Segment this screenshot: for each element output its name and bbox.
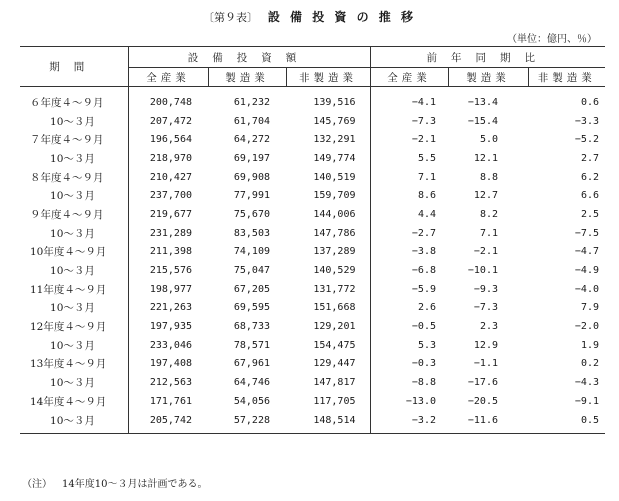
value-cell: 221,263 [149,302,192,314]
value-cell: 159,709 [286,186,370,205]
value-cell: 149,774 [286,149,370,168]
value-cell: −13.4 [467,96,498,108]
value-cell: −15.4 [467,115,498,127]
header-non-manufacturing: 非製造業 [286,68,370,87]
value-cell: −13.0 [405,395,436,407]
value-cell: 61,704 [233,115,270,127]
value-cell: 2.7 [580,152,599,164]
value-cell: −4.9 [574,265,599,277]
value-cell: 132,291 [286,130,370,149]
value-cell: −9.1 [574,395,599,407]
value-cell: 77,991 [233,190,270,202]
header-manufacturing: 製造業 [208,68,286,87]
table-row [20,336,605,355]
value-cell: 154,475 [286,336,370,355]
value-cell: −2.1 [411,134,436,146]
table-row [20,299,605,318]
table-row [20,186,605,205]
value-cell: 69,595 [233,302,270,314]
value-cell: 211,398 [149,246,192,258]
value-cell: 4.4 [417,208,436,220]
table-row [20,261,605,280]
value-cell: −0.3 [411,358,436,370]
table-row [20,243,605,262]
value-cell: −11.6 [467,414,498,426]
value-cell: 69,908 [233,171,270,183]
value-cell: 2.3 [479,321,498,333]
table-title [0,8,619,25]
table-row [20,149,605,168]
table-row [20,112,605,131]
period-cell: ７年度４～９月 [20,130,128,149]
footnote-label: （注） [22,479,52,490]
value-cell: 129,447 [286,355,370,374]
period-cell: ６年度４～９月 [20,87,128,112]
period-cell: 12年度４～９月 [20,317,128,336]
value-cell: −3.2 [411,414,436,426]
value-cell: 171,761 [149,395,192,407]
value-cell: 219,677 [149,208,192,220]
table-row [20,130,605,149]
value-cell: 129,201 [286,317,370,336]
value-cell: 205,742 [149,414,192,426]
table-row [20,355,605,374]
value-cell: −7.5 [574,227,599,239]
value-cell: −5.2 [574,134,599,146]
value-cell: 5.3 [417,339,436,351]
period-cell: 10～３月 [20,186,128,205]
value-cell: 218,970 [149,152,192,164]
value-cell: 75,047 [233,265,270,277]
value-cell: −2.0 [574,321,599,333]
period-cell: ９年度４～９月 [20,205,128,224]
value-cell: 12.1 [473,152,498,164]
value-cell: −17.6 [467,377,498,389]
value-cell: 237,700 [149,190,192,202]
period-cell: 10～３月 [20,336,128,355]
value-cell: 6.2 [580,171,599,183]
period-cell: 10～３月 [20,373,128,392]
value-cell: 5.5 [417,152,436,164]
value-cell: 7.9 [580,302,599,314]
value-cell: 67,961 [233,358,270,370]
table-row [20,392,605,411]
table-row [20,411,605,434]
value-cell: 83,503 [233,227,270,239]
value-cell: 197,408 [149,358,192,370]
value-cell: −0.5 [411,321,436,333]
value-cell: 231,289 [149,227,192,239]
table-row [20,280,605,299]
value-cell: 8.6 [417,190,436,202]
value-cell: 67,205 [233,283,270,295]
value-cell: −5.9 [411,283,436,295]
header-all-industries: 全産業 [128,68,208,87]
value-cell: 54,056 [233,395,270,407]
value-cell: 148,514 [286,411,370,434]
value-cell: 210,427 [149,171,192,183]
value-cell: 200,748 [149,96,192,108]
value-cell: 151,668 [286,299,370,318]
value-cell: 61,232 [233,96,270,108]
table-title-text: 設 備 投 資 の 推 移 [267,10,416,24]
table-row [20,205,605,224]
value-cell: 8.2 [479,208,498,220]
value-cell: −4.7 [574,246,599,258]
value-cell: 2.6 [417,302,436,314]
value-cell: 69,197 [233,152,270,164]
value-cell: 197,935 [149,321,192,333]
period-cell: 14年度４～９月 [20,392,128,411]
value-cell: 147,817 [286,373,370,392]
value-cell: −4.3 [574,377,599,389]
value-cell: 0.5 [580,414,599,426]
value-cell: 6.6 [580,190,599,202]
value-cell: 74,109 [233,246,270,258]
value-cell: 75,670 [233,208,270,220]
value-cell: −8.8 [411,377,436,389]
value-cell: −4.1 [411,96,436,108]
period-cell: 10～３月 [20,299,128,318]
value-cell: 12.7 [473,190,498,202]
period-cell: 10～３月 [20,149,128,168]
value-cell: 140,519 [286,168,370,187]
period-cell: 10年度４～９月 [20,243,128,262]
value-cell: −20.5 [467,395,498,407]
value-cell: −2.1 [473,246,498,258]
value-cell: 196,564 [149,134,192,146]
header-investment-amount: 設備投資額 [128,47,370,68]
value-cell: 8.8 [479,171,498,183]
header-yoy-change: 前年同期比 [370,47,605,68]
period-cell: 10～３月 [20,224,128,243]
value-cell: 57,228 [233,414,270,426]
table-row [20,373,605,392]
value-cell: −3.8 [411,246,436,258]
header-period: 期間 [20,47,128,87]
header-all-industries-yoy: 全産業 [387,71,431,84]
value-cell: 215,576 [149,265,192,277]
table-number: 〔第９表〕 [203,11,259,24]
value-cell: 68,733 [233,321,270,333]
value-cell: −7.3 [473,302,498,314]
value-cell: 64,272 [233,134,270,146]
value-cell: 117,705 [286,392,370,411]
footnote [22,475,207,490]
period-cell: 10～３月 [20,261,128,280]
period-cell: 10～３月 [20,112,128,131]
footnote-text: 14年度10～３月は計画である。 [62,479,208,490]
value-cell: 7.1 [479,227,498,239]
period-cell: 13年度４～９月 [20,355,128,374]
table-row [20,317,605,336]
period-cell: ８年度４～９月 [20,168,128,187]
value-cell: 212,563 [149,377,192,389]
value-cell: 198,977 [149,283,192,295]
table-row [20,224,605,243]
value-cell: −3.3 [574,115,599,127]
value-cell: 0.6 [580,96,599,108]
value-cell: 137,289 [286,243,370,262]
header-manufacturing-yoy: 製造業 [448,68,528,87]
value-cell: −9.3 [473,283,498,295]
value-cell: 207,472 [149,115,192,127]
table-row [20,87,605,112]
period-cell: 10～３月 [20,411,128,434]
capital-investment-table [20,46,605,434]
period-cell: 11年度４～９月 [20,280,128,299]
value-cell: −1.1 [473,358,498,370]
value-cell: 144,006 [286,205,370,224]
value-cell: 147,786 [286,224,370,243]
value-cell: −10.1 [467,265,498,277]
value-cell: 139,516 [286,87,370,112]
value-cell: 1.9 [580,339,599,351]
value-cell: 145,769 [286,112,370,131]
value-cell: 2.5 [580,208,599,220]
value-cell: 0.2 [580,358,599,370]
value-cell: −4.0 [574,283,599,295]
value-cell: −6.8 [411,265,436,277]
value-cell: −2.7 [411,227,436,239]
header-non-manufacturing-yoy: 非製造業 [528,68,605,87]
value-cell: −7.3 [411,115,436,127]
value-cell: 140,529 [286,261,370,280]
value-cell: 5.0 [479,134,498,146]
value-cell: 233,046 [149,339,192,351]
value-cell: 7.1 [417,171,436,183]
table-row [20,168,605,187]
value-cell: 64,746 [233,377,270,389]
unit-label: （単位：億円、％） [507,34,597,45]
value-cell: 12.9 [473,339,498,351]
value-cell: 78,571 [233,339,270,351]
value-cell: 131,772 [286,280,370,299]
